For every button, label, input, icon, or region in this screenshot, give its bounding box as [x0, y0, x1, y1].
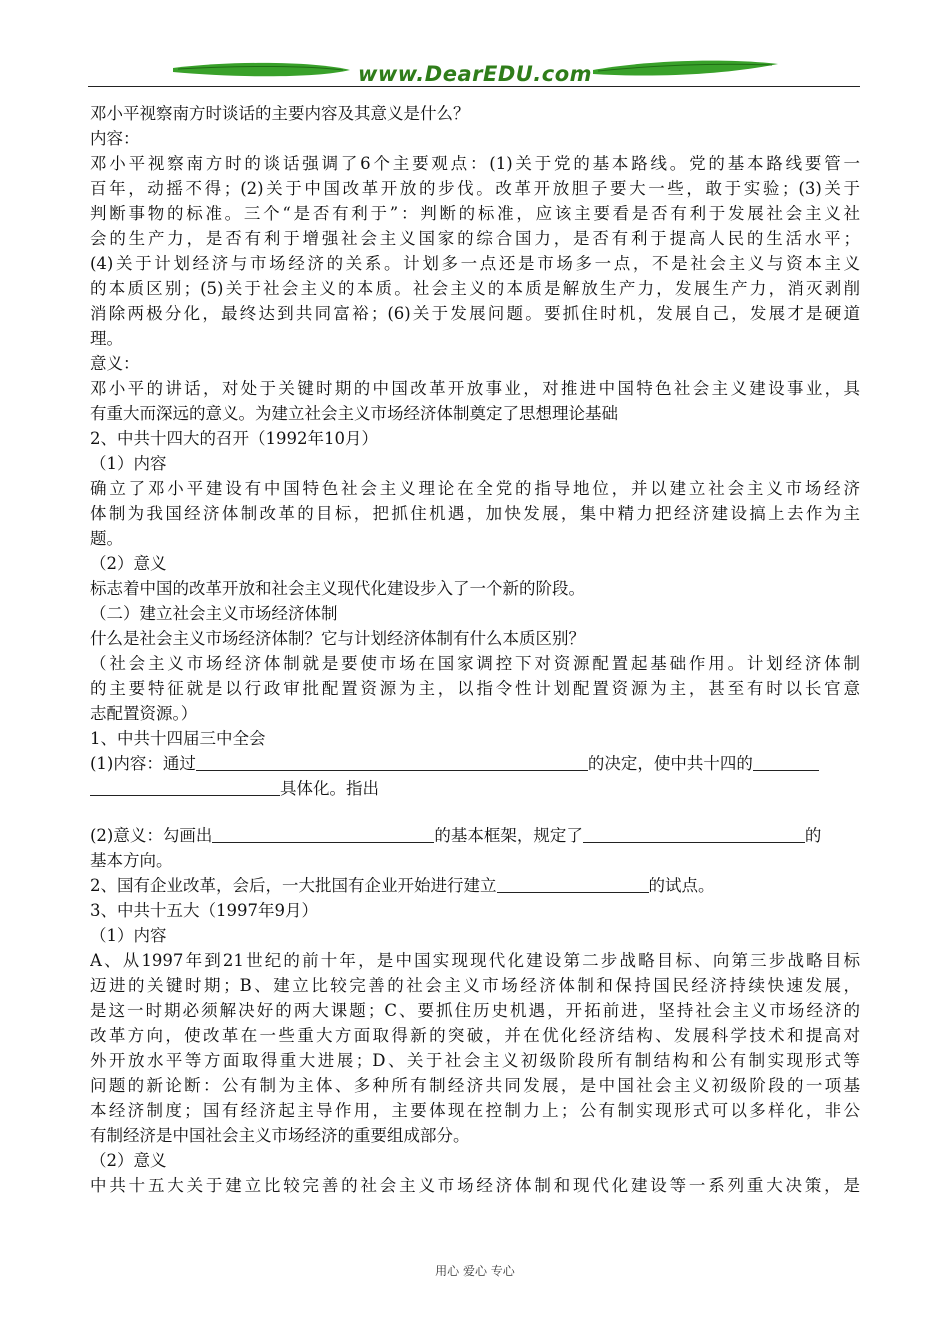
section-heading: 1、中共十四届三中全会	[90, 729, 266, 748]
question-title: 邓小平视察南方时谈话的主要内容及其意义是什么？	[90, 104, 470, 123]
answer-blank[interactable]	[212, 824, 434, 843]
paragraph-line: 的主要特征就是以行政审批配置资源为主，以指令性计划配置资源为主，甚至有时以长官意	[90, 679, 860, 698]
paragraph-line: 中共十五大关于建立比较完善的社会主义市场经济体制和现代化建设等一系列重大决策，是	[90, 1176, 860, 1195]
header-divider	[88, 86, 860, 87]
paragraph-line: 外开放水平等方面取得重大进展；D、关于社会主义初级阶段所有制结构和公有制实现形式等	[90, 1051, 860, 1070]
answer-blank[interactable]	[90, 777, 280, 796]
paragraph-line: 判断事物的标准。三个“是否有利于”：判断的标准，应该主要看是否有利于发展社会主义社	[90, 204, 860, 223]
answer-blank[interactable]	[196, 752, 588, 771]
paragraph-line: 确立了邓小平建设有中国特色社会主义理论在全党的指导地位，并以建立社会主义市场经济	[90, 479, 860, 498]
paragraph-line: 改革方向，使改革在一些重大方面取得新的突破，并在优化经济结构、发展科学技术和提高对	[90, 1026, 860, 1045]
paragraph-line: 会的生产力，是否有利于增强社会主义国家的综合国力，是否有利于提高人民的生活水平；	[90, 229, 860, 248]
subsection-label: （2）意义	[90, 1151, 167, 1170]
paragraph-line: 标志着中国的改革开放和社会主义现代化建设步入了一个新的阶段。	[90, 579, 585, 598]
paragraph-line: （社会主义市场经济体制就是要使市场在国家调控下对资源配置起基础作用。计划经济体制	[90, 654, 860, 673]
paragraph-line: 的本质区别；(5)关于社会主义的本质。社会主义的本质是解放生产力，发展生产力，消灭剥削	[90, 279, 860, 298]
section-heading: 2、中共十四大的召开（1992年10月）	[90, 429, 378, 448]
page-footer: 用心 爱心 专心	[435, 1264, 515, 1278]
paragraph-line: 有制经济是中国社会主义市场经济的重要组成部分。	[90, 1126, 470, 1145]
fill-blank-line: 具体化。指出	[90, 776, 860, 801]
answer-blank[interactable]	[583, 824, 805, 843]
paragraph-line: 百年，动摇不得；(2)关于中国改革开放的步伐。改革开放胆子要大一些，敢于实验；(3)关于	[90, 179, 860, 198]
question-line: 什么是社会主义市场经济体制？它与计划经济体制有什么本质区别？	[90, 629, 585, 648]
fill-blank-line: (2)意义：勾画出 的基本框架，规定了 的	[90, 826, 822, 845]
fill-blank-line: 2、国有企业改革，会后，一大批国有企业开始进行建立 的试点。	[90, 876, 715, 895]
paragraph-line: 基本方向。	[90, 851, 173, 870]
paragraph-line: 邓小平的讲话，对处于关键时期的中国改革开放事业，对推进中国特色社会主义建设事业，具	[90, 379, 860, 398]
answer-blank[interactable]	[753, 752, 819, 771]
paragraph-line: 体制为我国经济体制改革的目标，把抓住机遇，加快发展，集中精力把经济建设搞上去作为主	[90, 504, 860, 523]
paragraph-line: 理。	[90, 329, 123, 348]
paragraph-line: (4)关于计划经济与市场经济的关系。计划多一点还是市场多一点，不是社会主义与资本主义	[90, 254, 860, 273]
subsection-label: （2）意义	[90, 554, 167, 573]
section-heading: 3、中共十五大（1997年9月）	[90, 901, 318, 920]
answer-blank[interactable]	[497, 874, 649, 893]
paragraph-line: 志配置资源。）	[90, 704, 198, 723]
paragraph-line: 迈进的关键时期；B、建立比较完善的社会主义市场经济体制和保持国民经济持续快速发展，	[90, 976, 860, 995]
document-body	[90, 101, 860, 1198]
paragraph-line: 是这一时期必须解决好的两大课题；C、要抓住历史机遇，开拓前进，坚持社会主义市场经济的	[90, 1001, 860, 1020]
paragraph-line: 问题的新论断：公有制为主体、多种所有制经济共同发展，是中国社会主义初级阶段的一项基	[90, 1076, 860, 1095]
section-label: 内容：	[90, 129, 140, 148]
paragraph-line: 邓小平视察南方时的谈话强调了6个主要观点：(1)关于党的基本路线。党的基本路线要管一	[90, 154, 860, 173]
section-label: 意义：	[90, 354, 140, 373]
section-heading: （二）建立社会主义市场经济体制	[90, 604, 338, 623]
paragraph-line: 题。	[90, 529, 123, 548]
fill-blank-line: (1)内容：通过 的决定，使中共十四的	[90, 751, 860, 776]
paragraph-line: 有重大而深远的意义。为建立社会主义市场经济体制奠定了思想理论基础	[90, 404, 618, 423]
paragraph-line: 本经济制度；国有经济起主导作用，主要体现在控制力上；公有制实现形式可以多样化，非公	[90, 1101, 860, 1120]
paragraph-line: 消除两极分化，最终达到共同富裕；(6)关于发展问题。要抓住时机，发展自己，发展才是硬道	[90, 304, 860, 323]
paragraph-line: A、从1997年到21世纪的前十年，是中国实现现代化建设第二步战略目标、向第三步战略目标	[90, 951, 860, 970]
subsection-label: （1）内容	[90, 454, 167, 473]
subsection-label: （1）内容	[90, 926, 167, 945]
site-logo[interactable]: www.DearEDU.com	[357, 62, 593, 86]
